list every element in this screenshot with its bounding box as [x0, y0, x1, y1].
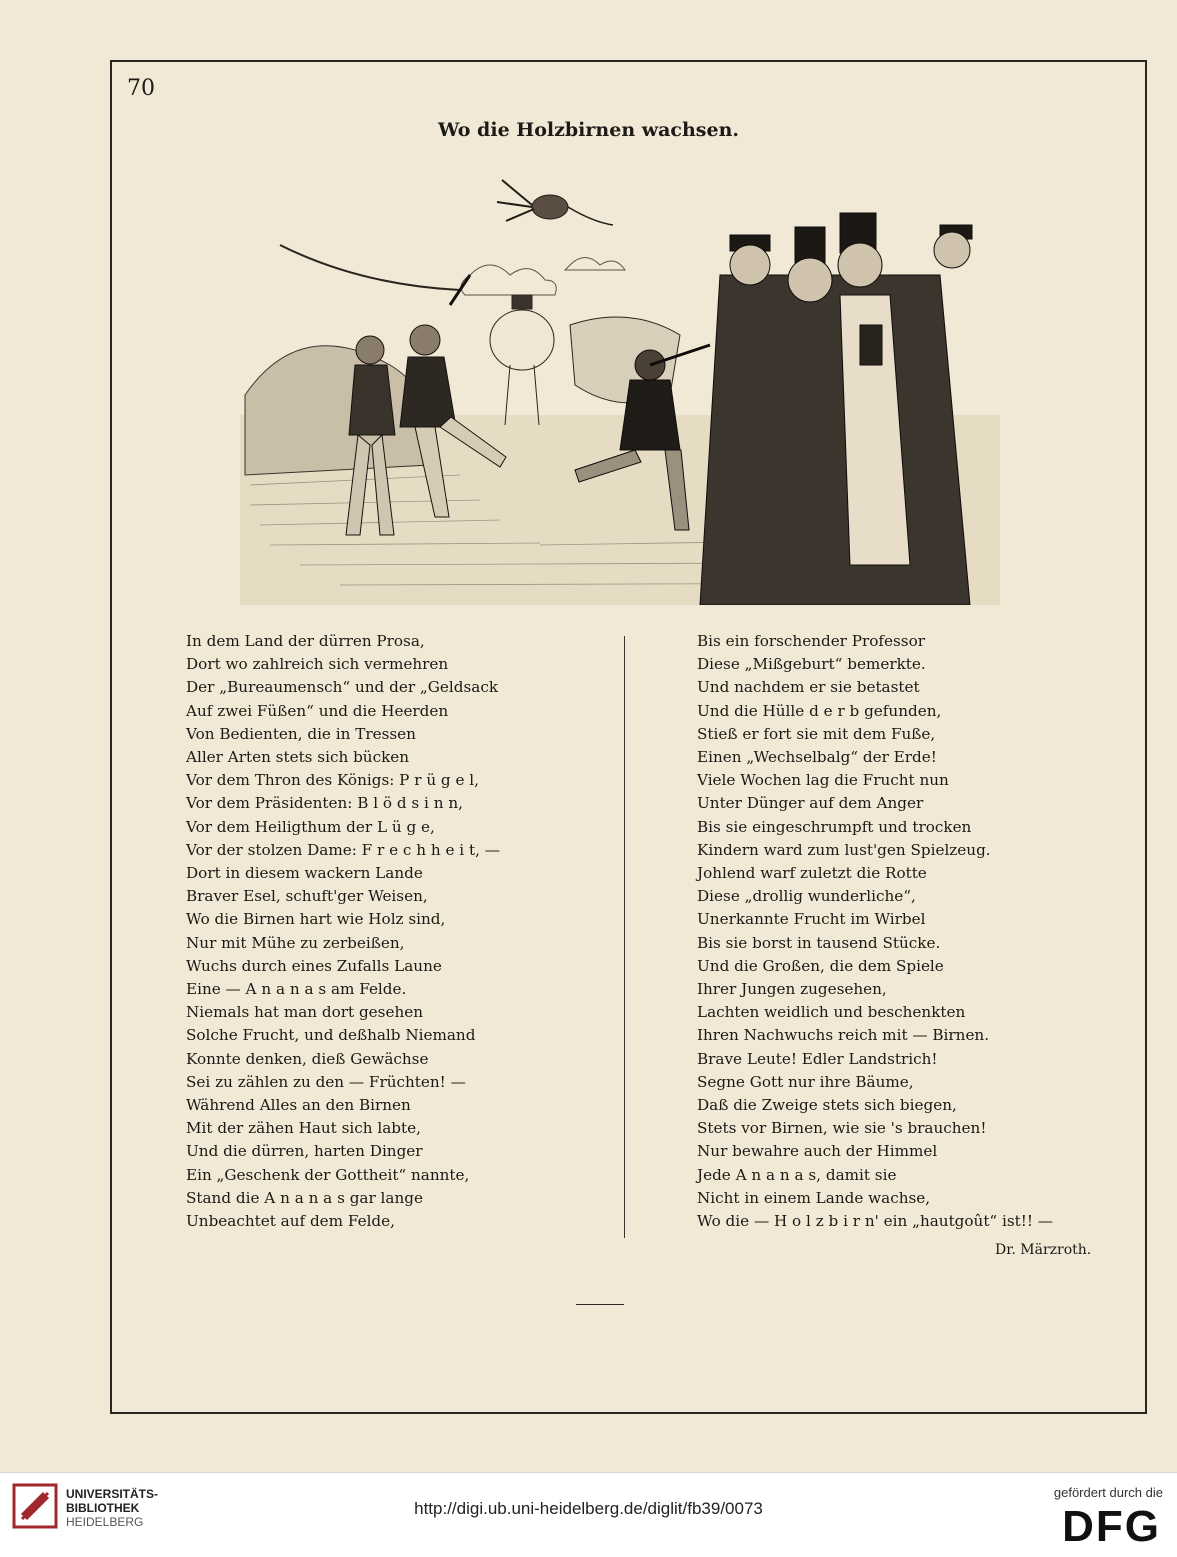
poem-line: Bis sie eingeschrumpft und trocken [697, 817, 972, 836]
poem-line: Diese „Mißgeburt“ bemerkte. [697, 655, 926, 674]
poem-line: Während Alles an den Birnen [186, 1096, 411, 1115]
poem-line: Braver Esel, schuft'ger Weisen, [186, 887, 428, 906]
poem-line: Mit der zähen Haut sich labte, [186, 1119, 421, 1138]
poem-line: Auf zwei Füßen“ und die Heerden [186, 701, 449, 720]
poem-line: Stieß er fort sie mit dem Fuße, [697, 724, 936, 743]
poem-line: Der „Bureaumensch“ und der „Geldsack [186, 678, 499, 697]
poem-column-left [186, 630, 606, 1233]
poem-line: Unter Dünger auf dem Anger [697, 794, 924, 813]
poem-line: Niemals hat man dort gesehen [186, 1003, 424, 1022]
poem-line: Von Bedienten, die in Tressen [186, 724, 416, 743]
poem-line: Wuchs durch eines Zufalls Laune [186, 956, 442, 975]
poem-line: Segne Gott nur ihre Bäume, [697, 1072, 914, 1091]
author-signature: Dr. Märzroth. [995, 1242, 1092, 1258]
poem-line: Und die Hülle d e r b gefunden, [697, 701, 942, 720]
poem-line: Nicht in einem Lande wachse, [697, 1188, 931, 1207]
permalink-url[interactable]: http://digi.ub.uni-heidelberg.de/diglit/fb39/0073 [414, 1499, 763, 1518]
poem-line: Daß die Zweige stets sich biegen, [697, 1096, 957, 1115]
university-line-3: HEIDELBERG [66, 1515, 144, 1529]
poem-line: Dort wo zahlreich sich vermehren [186, 655, 449, 674]
poem-column-right [697, 630, 1117, 1233]
university-line-1: UNIVERSITÄTS- [66, 1487, 159, 1501]
funded-by-label: gefördert durch die [1053, 1485, 1163, 1500]
poem-line: Eine — A n a n a s am Felde. [186, 980, 407, 999]
poem-line: Sei zu zählen zu den — Früchten! — [186, 1072, 466, 1091]
poem-line: Kindern ward zum lust'gen Spielzeug. [697, 840, 991, 859]
poem-line: Bis ein forschender Professor [697, 632, 925, 650]
poem-line: Nur mit Mühe zu zerbeißen, [186, 933, 405, 952]
poem-line: Und die Großen, die dem Spiele [697, 956, 944, 975]
poem-line: Nur bewahre auch der Himmel [697, 1142, 938, 1161]
poem-line: Ihren Nachwuchs reich mit — Birnen. [697, 1026, 990, 1045]
poem-line: Johlend warf zuletzt die Rotte [697, 864, 927, 883]
university-line-2: BIBLIOTHEK [66, 1501, 140, 1515]
viewer-footer [0, 1472, 1177, 1557]
column-divider [624, 636, 625, 1238]
poem-line: Vor dem Thron des Königs: P r ü g e l, [186, 771, 479, 790]
poem-line: Unerkannte Frucht im Wirbel [697, 910, 926, 929]
poem-line: Stets vor Birnen, wie sie 's brauchen! [697, 1119, 987, 1138]
poem-line: Brave Leute! Edler Landstrich! [697, 1049, 938, 1068]
woodcut-illustration [240, 165, 1000, 605]
poem-line: Bis sie borst in tausend Stücke. [697, 933, 941, 952]
end-rule [576, 1304, 624, 1305]
poem-line: Und die dürren, harten Dinger [186, 1142, 423, 1161]
poem-line: Viele Wochen lag die Frucht nun [697, 771, 949, 790]
poem-line: Stand die A n a n a s gar lange [186, 1188, 423, 1207]
poem-line: Vor dem Heiligthum der L ü g e, [186, 817, 435, 836]
poem-line: Lachten weidlich und beschenkten [697, 1003, 966, 1022]
poem-line: Aller Arten stets sich bücken [186, 748, 410, 767]
poem-line: In dem Land der dürren Prosa, [186, 632, 425, 650]
poem-line: Unbeachtet auf dem Felde, [186, 1212, 395, 1231]
poem-title: Wo die Holzbirnen wachsen. [437, 119, 740, 141]
poem-line: Vor der stolzen Dame: F r e c h h e i t, — [186, 840, 500, 859]
poem-line: Und nachdem er sie betastet [697, 678, 920, 697]
poem-line: Diese „drollig wunderliche“, [697, 887, 916, 906]
poem-line: Ein „Geschenk der Gottheit“ nannte, [186, 1165, 470, 1184]
poem-line: Ihrer Jungen zugesehen, [697, 980, 887, 999]
poem-line: Wo die — H o l z b i r n' ein „hautgoût“ ist!! — [697, 1212, 1053, 1231]
poem-line: Konnte denken, dieß Gewächse [186, 1049, 429, 1068]
poem-line: Einen „Wechselbalg“ der Erde! [697, 748, 937, 767]
page-number: 70 [127, 76, 155, 101]
poem-line: Vor dem Präsidenten: B l ö d s i n n, [186, 794, 463, 813]
poem-line: Wo die Birnen hart wie Holz sind, [186, 910, 446, 929]
poem-line: Solche Frucht, und deßhalb Niemand [186, 1026, 476, 1045]
dfg-logo: DFG [1062, 1502, 1161, 1551]
poem-line: Dort in diesem wackern Lande [186, 864, 423, 883]
poem-line: Jede A n a n a s, damit sie [697, 1165, 897, 1184]
